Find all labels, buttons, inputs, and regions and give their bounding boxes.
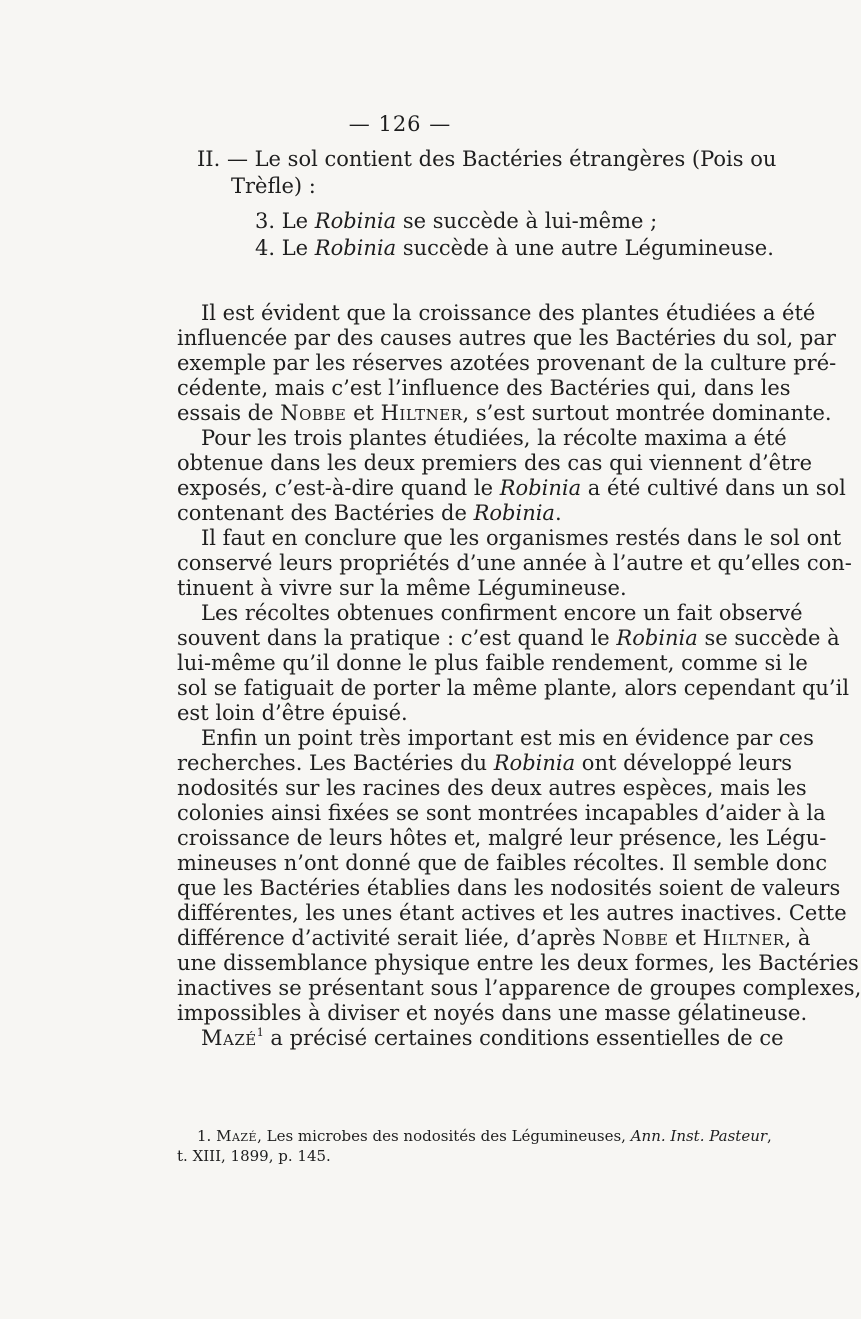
paragraph-4: Les récoltes obtenues confirment encore un fait observé souvent dans la pratique : c’est quand le Robinia se succède à lui-même qu’il donne le plus faible rendement, comme si le sol se fatiguait de porter la même plante, alors cependant qu’il est loin d’être épuisé.	[177, 601, 850, 725]
author-nobbe: Nobbe	[280, 401, 347, 425]
paragraph-6: Mazé$^1$ a précisé certaines conditions essentielles de ce	[201, 1026, 784, 1050]
author-nobbe: Nobbe	[602, 926, 669, 950]
case-item-3: 3. Le Robinia se succède à lui-même ;	[255, 209, 658, 233]
case-ii-heading: II. — Le sol contient des Bactéries étrangères (Pois ou	[197, 147, 777, 171]
page-number: — 126 —	[348, 112, 452, 136]
paragraph-1: Il est évident que la croissance des plantes étudiées a été influencée par des causes autres que les Bactéries du sol, par exemple par les réserves azotées provenant de la culture pré- cédente, mais c’est l’influence des Bactéries qui, dans les essais de Nobbe et Hiltner, s’est surtout montrée dominante.	[177, 301, 837, 425]
author-hiltner: Hiltner	[702, 926, 785, 950]
footnote-ref: 1	[256, 1026, 264, 1039]
case-ii-heading-cont: Trèfle) :	[231, 174, 316, 198]
paragraph-2: Pour les trois plantes étudiées, la récolte maxima a été obtenue dans les deux premiers des cas qui viennent d’être exposés, c’est-à-dire quand le Robinia a été cultivé dans un sol contenant des Bactéries de Robinia.	[177, 426, 846, 525]
paragraph-5: Enfin un point très important est mis en évidence par ces recherches. Les Bactéries du Robinia ont développé leurs nodosités sur les racines des deux autres espèces, mais les colonies ainsi fixées se sont montrées incapables d’aider à la croissance de leurs hôtes et, malgré leur présence, les Légu- mineuses n’ont donné que de faibles récoltes. Il semble donc que les Bactéries établies dans les nodosités soient de valeurs différentes, les unes étant actives et les autres inactives. Cette différence d’activité serait liée, d’après Nobbe et Hiltner, à une dissemblance physique entre les deux formes, les Bactéries inactives se présentant sous l’apparence de groupes complexes, impossibles à diviser et noyés dans une masse gélatineuse.	[177, 726, 861, 1025]
paragraph-3: Il faut en conclure que les organismes restés dans le sol ont conservé leurs propriétés d’une année à l’autre et qu’elles con- tinuent à vivre sur la même Légumineuse.	[177, 526, 852, 600]
case-ii-block	[177, 147, 777, 261]
author-maze: Mazé	[201, 1026, 257, 1050]
author-hiltner: Hiltner	[380, 401, 463, 425]
body-text	[177, 301, 861, 1051]
case-item-4: 4. Le Robinia succède à une autre Légumineuse.	[255, 236, 774, 260]
footnote: 1. Mazé, Les microbes des nodosités des Légumineuses, Ann. Inst. Pasteur, t. XIII, 1899, p. 145.	[177, 1127, 772, 1165]
